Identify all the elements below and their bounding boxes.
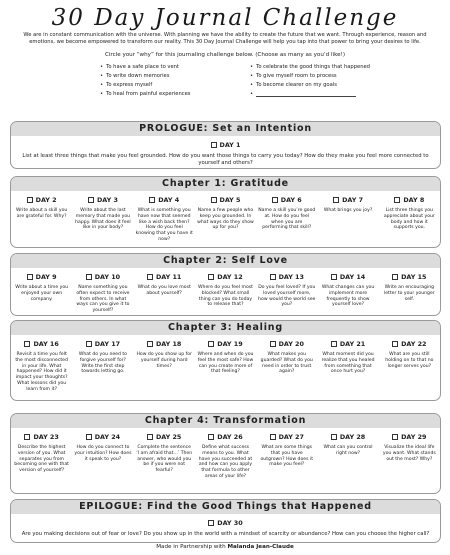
day-label: DAY 13 [278,273,304,281]
day-prompt: What can you control right now? [323,445,373,456]
day-prompt: Name a few people who keep you grounded. In what ways do they show up for you? [197,208,254,231]
day-checkbox[interactable] [272,197,278,203]
day-cell [256,268,317,314]
day-checkbox[interactable] [211,142,217,148]
reason-item[interactable]: • To celebrate the good things that happened [250,62,400,71]
day-prompt: How do you connect to your intuition? How does it speak to you? [74,445,132,462]
day-cell [195,191,256,243]
day-label: DAY 26 [217,433,243,441]
day-header [381,338,438,350]
days-row [11,268,440,314]
circle-prompt: Circle your “why” for this journaling challenge below. (Choose as many as you’d like!) [104,52,346,58]
reasons-right-column [250,62,400,98]
days-row [11,335,440,393]
day-checkbox[interactable] [86,274,92,280]
day-cell [195,428,256,480]
day-prompt: Name something you often expect to receive from others. In what ways can you give it to yourself? [76,285,130,314]
day-prompt: Where do you feel most blocked? What small thing can you do today to release that? [198,285,253,308]
day-label: DAY 10 [94,273,121,281]
day-label: DAY 11 [156,273,182,281]
day-cell [317,268,378,314]
day-header [197,338,254,350]
day-checkbox[interactable] [331,341,337,347]
day-header [74,338,131,350]
day-header [136,194,193,206]
section-title: EPILOGUE: Find the Good Things that Happened [11,500,440,514]
day-checkbox[interactable] [270,434,276,440]
day-header [381,194,438,206]
day-header [74,431,131,443]
reason-item[interactable]: • To express myself [100,80,250,89]
day-label: DAY 21 [339,340,366,348]
reason-item[interactable]: • To become clearer on my goals [250,80,400,89]
day-cell [134,268,195,314]
day-header [319,271,376,283]
day-prompt: List at least three things that make you feel grounded. How do you want those things to carry you today? How do they make you feel more connected to yourself and others? [22,153,429,166]
day-header [258,271,315,283]
day-label: DAY 30 [217,519,243,527]
day-header [381,271,438,283]
day-checkbox[interactable] [208,274,214,280]
day-header [13,431,70,443]
day-prompt: Where and when do you feel the most safe? How can you create more of that feeling? [197,352,254,375]
day-header [381,431,438,443]
day-checkbox[interactable] [147,274,153,280]
day-cell [195,268,256,314]
reason-blank-line[interactable] [250,89,400,98]
reason-item[interactable]: • To write down memories [100,71,250,80]
day-cell [256,191,317,243]
day-checkbox[interactable] [331,274,337,280]
day-prompt: What changes can you implement more frequently to show yourself love? [321,285,375,308]
day-header [258,431,315,443]
day-cell [317,428,378,480]
footer-name: Malanda Jean-Claude [227,544,294,550]
day-label: DAY 23 [33,433,59,441]
day-cell [11,428,72,480]
day-label: DAY 15 [401,273,427,281]
day-header [74,194,131,206]
day-cell [11,136,440,167]
day-prompt: What do you need to forgive yourself for? Write the first step towards letting go. [78,352,127,375]
day-cell [11,335,72,393]
day-header [319,194,376,206]
intro-text: We are in constant communication with the universe. With planning we have the ability to create the future that we want. Through experience, reason and emotions, we become empowered to transform our reality. This 30 Day Journal Challenge will help you tap into that power to bring your desires to life. [23,32,427,45]
day-cell [11,514,440,538]
day-label: DAY 1 [219,141,241,149]
day-checkbox[interactable] [86,434,92,440]
day-cell [317,191,378,243]
day-cell [195,335,256,393]
day-label: DAY 17 [94,340,121,348]
day-label: DAY 22 [401,340,427,348]
day-checkbox[interactable] [392,434,398,440]
day-checkbox[interactable] [333,197,339,203]
day-cell [134,428,195,480]
section-1 [10,121,441,169]
day-label: DAY 19 [217,340,243,348]
day-checkbox[interactable] [392,341,398,347]
day-label: DAY 28 [339,433,366,441]
day-checkbox[interactable] [208,341,214,347]
reasons-list [100,62,400,98]
day-checkbox[interactable] [331,434,337,440]
day-header [136,431,193,443]
day-label: DAY 12 [217,273,243,281]
day-prompt: Define what success means to you. What have you succeeded at and how can you apply that formula to other areas of your life? [198,445,253,479]
day-prompt: What are some things that you have outgrown? How does it make you feel? [260,445,314,468]
day-checkbox[interactable] [394,197,400,203]
days-row [11,514,440,538]
day-prompt: What moment did you realize that you healed from something that once hurt you? [321,352,375,375]
day-cell [256,428,317,480]
day-cell [379,428,440,480]
section-6 [10,499,441,543]
day-checkbox[interactable] [86,341,92,347]
day-label: DAY 27 [278,433,304,441]
days-row [11,191,440,243]
day-label: DAY 24 [94,433,121,441]
day-header [13,139,438,151]
day-checkbox[interactable] [24,341,30,347]
day-checkbox[interactable] [392,274,398,280]
day-label: DAY 29 [401,433,427,441]
day-label: DAY 2 [35,196,57,204]
section-title: PROLOGUE: Set an Intention [11,122,440,136]
day-label: DAY 16 [33,340,59,348]
day-header [258,338,315,350]
day-header [13,338,70,350]
day-prompt: What do you love most about yourself? [137,285,191,296]
day-header [136,271,193,283]
day-cell [134,335,195,393]
day-prompt: Describe the highest version of you. What separates you from becoming one with that version of yourself? [14,445,69,474]
day-prompt: Name a skill you’re good at. How do you feel when you are performing that skill? [258,208,316,231]
day-checkbox[interactable] [24,434,30,440]
day-header [74,271,131,283]
day-label: DAY 9 [35,273,57,281]
day-prompt: What brings you joy? [323,208,373,213]
day-checkbox[interactable] [147,341,153,347]
day-cell [317,335,378,393]
day-cell [11,268,72,314]
day-label: DAY 7 [342,196,364,204]
section-2 [10,176,441,248]
section-5 [10,413,441,494]
day-label: DAY 14 [339,273,366,281]
day-prompt: Do you feel loved? If you loved yourself more, how would the world see you? [258,285,316,308]
day-header [258,194,315,206]
footer [0,544,450,550]
day-checkbox[interactable] [147,434,153,440]
day-prompt: What is something you have now that seemed like a wish back then? How do you feel knowing that you have it now? [135,208,193,242]
day-label: DAY 6 [280,196,302,204]
day-prompt: Complete the sentence ‘I am afraid that...’ Then answer, who would you be if you were not fearful? [136,445,193,474]
day-cell [72,335,133,393]
day-checkbox[interactable] [270,274,276,280]
day-prompt: Write an encouraging letter to your younger self. [383,285,435,302]
day-header [319,431,376,443]
day-checkbox[interactable] [211,197,217,203]
day-checkbox[interactable] [88,197,94,203]
days-row [11,136,440,167]
day-prompt: Visualize the ideal life you want. What stands out the most? Why? [382,445,436,462]
day-header [197,271,254,283]
day-cell [11,191,72,243]
reasons-left-column [100,62,250,98]
day-cell [72,268,133,314]
day-prompt: Write about a time you enjoyed your own company. [15,285,69,302]
section-3 [10,253,441,316]
day-cell [379,268,440,314]
day-label: DAY 5 [219,196,241,204]
day-checkbox[interactable] [27,197,33,203]
day-header [13,271,70,283]
day-cell [256,335,317,393]
day-checkbox[interactable] [27,274,33,280]
day-checkbox[interactable] [208,434,214,440]
day-cell [134,191,195,243]
days-row [11,428,440,480]
day-header [13,194,70,206]
page-title: 30 Day Journal Challenge [51,5,399,31]
section-4 [10,320,441,401]
reason-item[interactable]: • To give myself room to process [250,71,400,80]
section-title: Chapter 3: Healing [11,321,440,335]
footer-prefix: Made in Partnership with [156,544,226,550]
day-cell [379,335,440,393]
day-prompt: What makes you guarded? What do you need in order to trust again? [260,352,313,375]
day-label: DAY 20 [278,340,304,348]
day-checkbox[interactable] [149,197,155,203]
section-title: Chapter 4: Transformation [11,414,440,428]
day-header [197,194,254,206]
day-header [319,338,376,350]
reason-item[interactable]: • To heal from painful experiences [100,89,250,98]
day-label: DAY 25 [156,433,182,441]
day-prompt: Write about a skill you are grateful for. Why? [15,208,68,219]
day-checkbox[interactable] [208,520,214,526]
day-cell [72,191,133,243]
day-label: DAY 3 [96,196,118,204]
day-prompt: Write about the last memory that made you happy. What does it feel like in your body? [75,208,131,231]
day-label: DAY 18 [156,340,182,348]
day-prompt: Are you making decisions out of fear or love? Do you show up in the world with a mindset of scarcity or abundance? How can you choose the higher call? [21,531,430,537]
day-prompt: What are you still holding on to that no longer serves you? [385,352,434,369]
day-cell [72,428,133,480]
day-prompt: How do you show up for yourself during hard times? [136,352,192,369]
journal-page [0,0,450,98]
day-prompt: List three things you appreciate about your body and how it supports you. [383,208,435,231]
reason-item[interactable]: • To have a safe place to vent [100,62,250,71]
day-checkbox[interactable] [270,341,276,347]
day-label: DAY 8 [403,196,425,204]
section-title: Chapter 2: Self Love [11,254,440,268]
day-header [136,338,193,350]
day-prompt: Revisit a time you felt the most disconnected in your life. What happened? How did it impact your thoughts? What lessons did you learn from it? [15,352,68,392]
day-label: DAY 4 [158,196,180,204]
day-header [197,431,254,443]
day-header [13,517,438,529]
day-cell [379,191,440,243]
section-title: Chapter 1: Gratitude [11,177,440,191]
